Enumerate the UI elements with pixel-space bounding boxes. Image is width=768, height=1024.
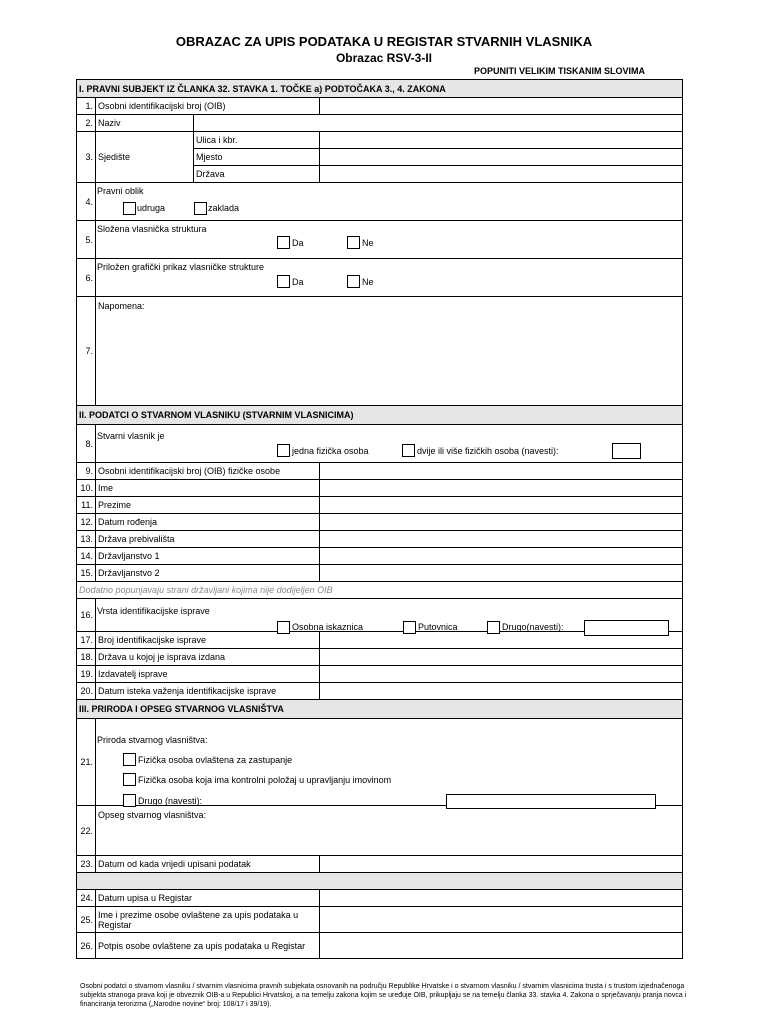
fill-instruction: POPUNITI VELIKIM TISKANIM SLOVIMA — [474, 66, 646, 76]
osobna-label: Osobna iskaznica — [292, 622, 364, 632]
row-7 — [77, 297, 683, 406]
prilozen-label: Priložen grafički prikaz vlasničke strukture — [97, 262, 265, 272]
ime-label: Ime — [96, 480, 320, 497]
datum-isteka-cells[interactable] — [320, 683, 683, 700]
prezime-field[interactable] — [320, 497, 683, 514]
napomena-field[interactable] — [96, 297, 683, 406]
drzavljanstvo2-label: Državljanstvo 2 — [96, 565, 320, 582]
drzavljanstvo2-field[interactable] — [320, 565, 683, 582]
oib-label: Osobni identifikacijski broj (OIB) — [96, 98, 320, 115]
row-num: 12. — [77, 514, 96, 531]
pravni-oblik-label: Pravni oblik — [97, 186, 144, 196]
zaklada-label: zaklada — [208, 203, 240, 213]
naziv-field[interactable] — [194, 115, 683, 132]
row-num: 6. — [77, 259, 96, 297]
row-num: 9. — [77, 463, 96, 480]
drugo-priroda-field[interactable] — [446, 794, 656, 809]
row-num: 22. — [77, 806, 96, 856]
vise-osoba-count-field[interactable] — [612, 443, 641, 459]
row-22 — [77, 806, 683, 856]
mjesto-field[interactable] — [320, 149, 683, 166]
row-num: 21. — [77, 719, 96, 806]
ovlastena-osoba-field[interactable] — [320, 907, 683, 933]
ime-field[interactable] — [320, 480, 683, 497]
row-num: 7. — [77, 297, 96, 406]
pravni-oblik-cell — [96, 183, 683, 221]
form-table — [76, 79, 683, 959]
row-num: 13. — [77, 531, 96, 548]
row-num: 3. — [77, 132, 96, 183]
row-num: 19. — [77, 666, 96, 683]
vise-osoba-label: dvije ili više fizičkih osoba (navesti): — [417, 446, 559, 456]
row-3a — [77, 132, 683, 149]
row-2 — [77, 115, 683, 132]
row-num: 8. — [77, 425, 96, 463]
row-num: 16. — [77, 599, 96, 632]
opseg-field[interactable] — [96, 806, 683, 856]
prebivaliste-field[interactable] — [320, 531, 683, 548]
drzava-izdavanja-field[interactable] — [320, 649, 683, 666]
sjediste-label: Sjedište — [96, 132, 194, 183]
priroda-label: Priroda stvarnog vlasništva: — [97, 735, 208, 745]
drugo-isprava-checkbox[interactable] — [487, 621, 500, 634]
datum-rodenja-cells[interactable] — [320, 514, 683, 531]
udruga-label: udruga — [137, 203, 166, 213]
prilozen-ne-checkbox[interactable] — [347, 275, 360, 288]
form-subtitle: Obrazac RSV-3-II — [335, 51, 433, 65]
row-4 — [77, 183, 683, 221]
drugo-priroda-checkbox[interactable] — [123, 794, 136, 807]
row-9 — [77, 463, 683, 480]
slozena-label: Složena vlasnička struktura — [97, 224, 207, 234]
legal-footer: Osobni podatci o stvarnom vlasniku / stvarnim vlasnicima pravnih subjekata osnovanih na području Republike Hrvatske i o stvarnom vlasniku / stvarnim vlasnicima trusta i s trustom izjednačenoga subjekta stranoga prava koji je obveznik OIB-a u Republici Hrvatskoj, a na temelju zakona kojim se uređuje OIB, prikupljaju se na temelju članka 33. stavka 4. Zakona o sprječavanju pranja novca i financiranja terorizma („Narodne novine“ broj: 108/17 i 39/19). — [80, 983, 687, 1008]
slozena-da-checkbox[interactable] — [277, 236, 290, 249]
stvarni-vlasnik-cell — [96, 425, 683, 463]
section3-heading: III. PRIRODA I OPSEG STVARNOG VLASNIŠTVA — [77, 700, 683, 719]
ovlastena-osoba-label: Ime i prezime osobe ovlaštene za upis podataka u Registar — [96, 907, 320, 933]
kontrolni-polozaj-label: Fizička osoba koja ima kontrolni položaj u upravljanju imovinom — [138, 775, 392, 785]
vrsta-isprave-label: Vrsta identifikacijske isprave — [97, 606, 210, 616]
napomena-label: Napomena: — [98, 301, 145, 311]
row-num: 26. — [77, 933, 96, 959]
oib-entity-cells[interactable] — [320, 98, 683, 115]
drzava-label: Država — [194, 166, 320, 183]
row-num: 5. — [77, 221, 96, 259]
section2-heading: II. PODATCI O STVARNOM VLASNIKU (STVARNIM VLASNICIMA) — [77, 406, 683, 425]
section1-heading: I. PRAVNI SUBJEKT IZ ČLANKA 32. STAVKA 1. TOČKE a) PODTOČAKA 3., 4. ZAKONA — [77, 80, 683, 98]
drugo-priroda-label: Drugo (navesti): — [138, 796, 203, 806]
row-num: 4. — [77, 183, 96, 221]
row-num: 11. — [77, 497, 96, 514]
opseg-label: Opseg stvarnog vlasništva: — [98, 810, 207, 820]
row-1 — [77, 98, 683, 115]
row-num: 2. — [77, 115, 96, 132]
prilozen-da-checkbox[interactable] — [277, 275, 290, 288]
zaklada-checkbox[interactable] — [194, 202, 207, 215]
stvarni-vlasnik-label: Stvarni vlasnik je — [97, 431, 165, 441]
prilozen-ne-label: Ne — [362, 277, 374, 287]
drzavljanstvo1-field[interactable] — [320, 548, 683, 565]
jedna-osoba-label: jedna fizička osoba — [292, 446, 369, 456]
drzava-field[interactable] — [320, 166, 683, 183]
kontrolni-polozaj-checkbox[interactable] — [123, 773, 136, 786]
ulica-field[interactable] — [320, 132, 683, 149]
row-num: 23. — [77, 856, 96, 873]
ulica-label: Ulica i kbr. — [194, 132, 320, 149]
putovnica-checkbox[interactable] — [403, 621, 416, 634]
izdavatelj-label: Izdavatelj isprave — [96, 666, 320, 683]
udruga-checkbox[interactable] — [123, 202, 136, 215]
datum-vrijedi-field[interactable] — [320, 856, 683, 873]
prebivaliste-label: Država prebivališta — [96, 531, 320, 548]
row-num: 18. — [77, 649, 96, 666]
foreigners-note: Dodatno popunjavaju strani državljani kojima nije dodijeljen OIB — [77, 582, 683, 599]
form-title: OBRAZAC ZA UPIS PODATAKA U REGISTAR STVARNIH VLASNIKA — [175, 34, 593, 49]
row-num: 15. — [77, 565, 96, 582]
izdavatelj-field[interactable] — [320, 666, 683, 683]
osobna-checkbox[interactable] — [277, 621, 290, 634]
spacer-bar — [77, 873, 683, 890]
row-num: 1. — [77, 98, 96, 115]
datum-vrijedi-label: Datum od kada vrijedi upisani podatak — [96, 856, 320, 873]
row-8 — [77, 425, 683, 463]
zastupanje-label: Fizička osoba ovlaštena za zastupanje — [138, 755, 293, 765]
datum-rodenja-label: Datum rođenja — [96, 514, 320, 531]
slozena-da-label: Da — [292, 238, 304, 248]
drugo-isprava-field[interactable] — [584, 620, 669, 636]
naziv-label: Naziv — [96, 115, 194, 132]
zastupanje-checkbox[interactable] — [123, 753, 136, 766]
oib-person-cells[interactable] — [320, 463, 683, 480]
potpis-label: Potpis osobe ovlaštene za upis podataka u Registar — [96, 933, 320, 959]
slozena-ne-checkbox[interactable] — [347, 236, 360, 249]
potpis-field[interactable] — [320, 933, 683, 959]
slozena-ne-label: Ne — [362, 238, 374, 248]
row-num: 20. — [77, 683, 96, 700]
broj-isprave-label: Broj identifikacijske isprave — [96, 632, 320, 649]
drzava-izdavanja-label: Država u kojoj je isprava izdana — [96, 649, 320, 666]
datum-upisa-label: Datum upisa u Registar — [96, 890, 320, 907]
vise-osoba-checkbox[interactable] — [402, 444, 415, 457]
drugo-isprava-label: Drugo(navesti): — [502, 622, 564, 632]
oib-person-label: Osobni identifikacijski broj (OIB) fizičke osobe — [96, 463, 320, 480]
datum-upisa-field[interactable] — [320, 890, 683, 907]
row-num: 25. — [77, 907, 96, 933]
prilozen-da-label: Da — [292, 277, 304, 287]
row-num: 14. — [77, 548, 96, 565]
prezime-label: Prezime — [96, 497, 320, 514]
drzavljanstvo1-label: Državljanstvo 1 — [96, 548, 320, 565]
row-num: 17. — [77, 632, 96, 649]
mjesto-label: Mjesto — [194, 149, 320, 166]
putovnica-label: Putovnica — [418, 622, 458, 632]
datum-isteka-label: Datum isteka važenja identifikacijske isprave — [96, 683, 320, 700]
jedna-osoba-checkbox[interactable] — [277, 444, 290, 457]
row-num: 10. — [77, 480, 96, 497]
row-num: 24. — [77, 890, 96, 907]
